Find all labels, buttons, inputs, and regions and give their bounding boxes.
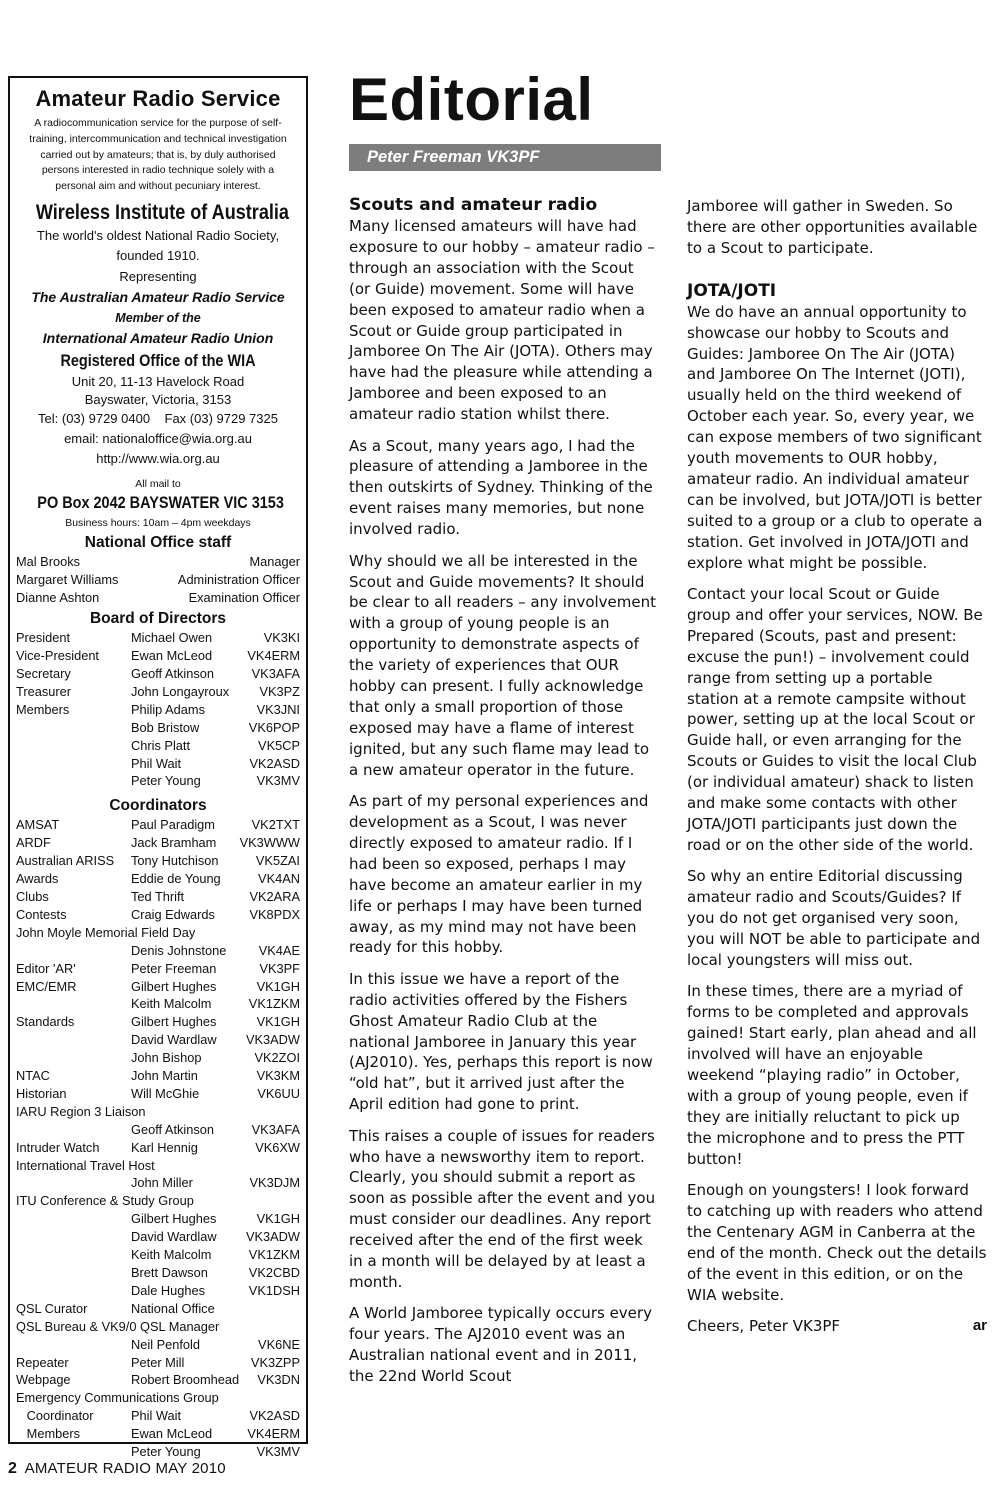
roster-row [16,1013,300,1031]
signoff-row [687,1316,987,1337]
article-column-1 [349,194,659,1398]
roster-name: Gilbert Hughes [131,1211,217,1227]
roster-callsign: VK4AE [258,942,300,958]
staff-row [16,589,300,607]
roster-name: Ewan McLeod [131,648,213,664]
roster-role [16,1121,131,1139]
roster-name: Peter Freeman [131,960,217,976]
roster-role: Members [16,701,70,717]
roster-callsign: VK2ASD [249,755,300,771]
roster-name: Karl Hennig [131,1139,198,1155]
roster-callsign: VK2ASD [249,1408,300,1424]
roster-name: Chris Platt [131,737,191,753]
roster-name: Peter Young [131,773,201,789]
roster-row [16,1228,300,1246]
roster-row [16,995,300,1013]
roster-callsign: VK3KI [263,630,300,646]
email: email: nationaloffice@wia.org.au [64,431,252,447]
roster-role [16,1174,131,1192]
roster-callsign: VK1GH [256,1014,300,1030]
roster-callsign: VK1GH [256,1211,300,1227]
roster-row [16,1282,300,1300]
roster-role: NTAC [16,1068,50,1084]
roster-callsign: VK4ERM [247,1426,300,1442]
staff-role: Examination Officer [188,590,300,606]
roster-row [16,1139,300,1157]
roster-role: Contests [16,906,67,922]
roster-role [16,1282,131,1300]
roster-role [16,942,131,960]
roster-name: Robert Broomhead [131,1372,240,1388]
roster-callsign: VK5ZAI [255,853,300,869]
roster-callsign: VK3AFA [251,1121,300,1137]
roster-name: Jack Bramham [131,835,217,851]
roster-role: Australian ARISS [16,853,115,869]
roster-role [16,755,131,773]
roster-name: Craig Edwards [131,906,215,922]
roster-row [16,772,300,790]
roster-row [16,942,300,960]
roster-row [16,960,300,978]
roster-callsign: VK4AN [258,871,300,887]
roster-name: Gilbert Hughes [131,978,217,994]
board-heading: Board of Directors [89,610,227,628]
roster-row [16,1174,300,1192]
roster-callsign: VK3DN [257,1372,300,1388]
roster-name: Paul Paradigm [131,817,215,833]
staff-name: Mal Brooks [16,554,81,570]
staff-row [16,553,300,571]
roster-row [16,1121,300,1139]
roster-role: Webpage [16,1372,71,1388]
service-description: A radiocommunication service for the purpose of self-training, intercommunication and technical investigation carried out by amateurs; that is, by duly authorised persons interested in radio technique solely with a personal aim and without pecuniary interest. [29,117,287,193]
roster-name: Dale Hughes [131,1282,205,1298]
roster-row [16,978,300,996]
roster-row [16,719,300,737]
roster-callsign: VK2CBD [248,1265,300,1281]
roster-row [16,1031,300,1049]
roster-row [16,1407,300,1425]
roster-row [16,1264,300,1282]
paragraph: This raises a couple of issues for readers who have a newsworthy item to report. Clearly, you should submit a report as soon as possible after the event and you must consider our deadlines. Any report received after the end of the first week in a month will be delayed by at least a month. [349,1126,656,1291]
roster-callsign: VK8PDX [249,906,300,922]
roster-row [16,1300,300,1318]
paragraph: Why should we all be interested in the Scout and Guide movements? It should be clear to all readers – any involvement with a group of young people is an opportunity to demonstrate aspects of the variety of experiences that OUR hobby can present. I fully acknowledge that only a small proportion of those exposed may have a flame of interest ignited, but any such flame may lead to a new amateur operator in the future. [349,551,657,779]
roster-callsign: VK1GH [256,978,300,994]
roster-row [16,629,300,647]
column-2-paragraphs [687,302,987,1306]
roster-callsign: VK6XW [255,1139,300,1155]
roster-name: Will McGhie [131,1085,200,1101]
roster-name: Phil Wait [131,755,182,771]
roster-role: QSL Curator [16,1300,88,1316]
roster-name: David Wardlaw [131,1229,217,1245]
roster-name: John Longayroux [131,683,230,699]
article-column-2 [687,196,987,1337]
paragraph: Many licensed amateurs will have had exposure to our hobby – amateur radio – through an association with the Scout (or Guide) movement. Some will have been exposed to amateur radio when a Scout or Guide group participated in Jamboree On The Air (JOTA). Others may have had the pleasure while attending a Jamboree and been exposed to an amateur radio station whilst there. [349,217,655,424]
roster-callsign: VK2TXT [251,817,300,833]
roster-row [16,1443,300,1461]
paragraph: Enough on youngsters! I look forward to catching up with readers who attend the Centenary AGM in Canberra at the end of the month. Check out the details of the event in this edition, or on the WIA website. [687,1180,987,1304]
roster-callsign: VK3DJM [249,1175,300,1191]
roster-callsign: VK2ZOI [254,1050,300,1066]
author-byline: Peter Freeman VK3PF [349,144,661,171]
roster-row [16,834,300,852]
roster-name: Eddie de Young [131,871,221,887]
roster-name: Keith Malcolm [131,1247,212,1263]
roster-name: Gilbert Hughes [131,1014,217,1030]
roster-name: John Bishop [131,1050,202,1066]
roster-role: President [16,630,71,646]
roster-name: Philip Adams [131,701,205,717]
service-name: The Australian Amateur Radio Service [31,289,285,306]
publication-name: AMATEUR RADIO MAY 2010 [24,1460,226,1477]
roster-role [16,995,131,1013]
wia-desc-2: founded 1910. [116,248,200,264]
paragraph: In this issue we have a report of the radio activities offered by the Fishers Ghost Amateur Radio Club at the national Jamboree in January this year (AJ2010). Yes, perhaps this report is now “old hat”, but it arrived just after the April edition had gone to print. [349,969,653,1114]
roster-line: ITU Conference & Study Group [16,1193,194,1209]
paragraph: So why an entire Editorial discussing amateur radio and Scouts/Guides? If you do not get organised very soon, you will NOT be able to participate and local youngsters will miss out. [687,867,981,969]
roster-role: Awards [16,871,59,887]
paragraph: As a Scout, many years ago, I had the pleasure of attending a Jamboree in the then outskirts of Sydney. Thinking of the event raises many memories, but none involved radio. [349,436,653,539]
roster-row [16,737,300,755]
roster-role [16,772,131,790]
column-1-paragraphs [349,216,659,1387]
representing: Representing [119,268,197,284]
roster-row [16,852,300,870]
end-mark: ar [972,1316,987,1334]
staff-list [16,553,300,607]
web-address: http://www.wia.org.au [96,451,220,467]
po-box: PO Box 2042 BAYSWATER VIC 3153 [37,493,284,513]
roster-name: Denis Johnstone [131,942,227,958]
roster-row [16,1067,300,1085]
roster-row [16,1425,300,1443]
roster-callsign: VK5CP [258,737,300,753]
roster-role: Historian [16,1085,67,1101]
roster-role [16,1264,131,1282]
roster-name: Geoff Atkinson [131,1121,214,1137]
paragraph: We do have an annual opportunity to showcase our hobby to Scouts and Guides: Jamboree On The Air (JOTA) and Jamboree On The Internet (JOTI), usually held on the third weekend of October each year. So, every year, we can expose members of two significant youth movements to OUR hobby, amateur radio. An individual amateur can be involved, but JOTA/JOTI is better suited to a group or a club to operate a station. Get involved in JOTA/JOTI and explore what might be possible. [687,302,983,572]
roster-callsign: VK3KM [256,1068,300,1084]
coordinators-list [16,816,300,1461]
roster-role: Treasurer [16,683,71,699]
roster-row [16,1371,300,1389]
roster-name: Bob Bristow [131,719,200,735]
roster-callsign: VK1ZKM [248,1247,300,1263]
address-line-1: Unit 20, 11-13 Havelock Road [71,374,245,390]
roster-name: Brett Dawson [131,1265,208,1281]
roster-callsign: VK3AFA [251,666,300,682]
roster-callsign: VK3MV [256,773,300,789]
roster-role: Vice-President [16,648,99,664]
roster-name: Keith Malcolm [131,996,212,1012]
roster-line: John Moyle Memorial Field Day [16,924,196,940]
roster-row [16,1354,300,1372]
roster-row [16,1049,300,1067]
registered-office: Registered Office of the WIA [60,351,256,371]
roster-callsign: VK3WWW [239,835,300,851]
paragraph: In these times, there are a myriad of forms to be completed and approvals gained! Start early, plan ahead and all involved will have an enjoyable weekend “playing radio” in October, with a group of young people, even if they are initially reluctant to pick up the microphone and to press the PTT button! [687,982,977,1168]
page-footer [8,1460,226,1478]
wia-desc-1: The world's oldest National Radio Society, [36,227,280,243]
staff-role: Manager [249,554,300,570]
roster-callsign: VK1ZKM [248,996,300,1012]
roster-name: Peter Young [131,1444,201,1460]
roster-name: Geoff Atkinson [131,666,214,682]
paragraph: Contact your local Scout or Guide group and offer your services, NOW. Be Prepared (Scouts, past and present: excuse the pun!) – involvement could range from setting up a portable station at a remote campsite without power, setting up at the local Scout or Guide hall, or even arranging for the Scouts or Guides to visit the local Club (or individual amateur) shack to listen and make some contacts with other JOTA/JOTI participants just down the road or on the other side of the world. [687,585,983,854]
roster-line: International Travel Host [16,1157,155,1173]
roster-role [16,1443,131,1461]
wia-info-box [8,76,308,1460]
roster-row [16,755,300,773]
roster-role [16,1049,131,1067]
editorial-title: Editorial [349,66,594,133]
roster-role [16,1246,131,1264]
roster-row [16,1085,300,1103]
roster-role: EMC/EMR [16,978,77,994]
roster-callsign: VK3JNI [256,701,300,717]
roster-callsign: VK3PF [259,960,300,976]
roster-callsign: VK4ERM [247,648,300,664]
service-title: Amateur Radio Service [35,86,281,111]
roster-name: Ted Thrift [131,888,185,904]
roster-role: ARDF [16,835,51,851]
roster-name: Peter Mill [131,1354,185,1370]
roster-callsign: VK3ZPP [250,1354,300,1370]
roster-role: Intruder Watch [16,1139,100,1155]
section-heading-scouts: Scouts and amateur radio [349,195,598,215]
roster-role [16,1228,131,1246]
staff-name: Margaret Williams [16,572,119,588]
roster-name: David Wardlaw [131,1032,217,1048]
roster-line: QSL Bureau & VK9/0 QSL Manager [16,1318,220,1334]
roster-row [16,1336,300,1354]
roster-role [16,1210,131,1228]
roster-role: Coordinator [16,1408,94,1424]
roster-callsign: VK3PZ [259,683,300,699]
roster-name: John Miller [131,1175,193,1191]
business-hours: Business hours: 10am – 4pm weekdays [65,517,251,530]
roster-row [16,701,300,719]
board-list [16,629,300,790]
roster-row [16,816,300,834]
roster-role: Clubs [16,888,49,904]
coordinators-heading: Coordinators [109,797,207,815]
paragraph: As part of my personal experiences and development as a Scout, I was never directly exposed to amateur radio. If I had been so exposed, perhaps I may have become an amateur earlier in my life or perhaps I may have been turned away, as my mind may not have been ready for this hobby. [349,792,649,957]
roster-role: Standards [16,1014,75,1030]
roster-role: Secretary [16,666,71,682]
roster-callsign: VK6POP [248,719,300,735]
roster-callsign: VK3ADW [245,1229,300,1245]
roster-role: Repeater [16,1354,69,1370]
roster-line: IARU Region 3 Liaison [16,1103,146,1119]
iaru-name: International Amateur Radio Union [42,330,274,347]
roster-name: Tony Hutchison [131,853,219,869]
roster-row [16,647,300,665]
roster-name: Neil Penfold [131,1336,201,1352]
staff-role: Administration Officer [177,572,300,588]
roster-name: John Martin [131,1068,198,1084]
roster-row [16,665,300,683]
roster-line: Emergency Communications Group [16,1390,219,1406]
address-line-2: Bayswater, Victoria, 3153 [84,392,232,408]
all-mail-label: All mail to [135,478,181,491]
staff-heading: National Office staff [84,534,232,552]
roster-role [16,1336,131,1354]
roster-role: AMSAT [16,817,60,833]
roster-row [16,1246,300,1264]
tel-fax: Tel: (03) 9729 0400 Fax (03) 9729 7325 [38,411,278,427]
roster-row [16,906,300,924]
roster-name: Phil Wait [131,1408,182,1424]
page-number: 2 [8,1460,18,1477]
roster-row [16,870,300,888]
roster-callsign: VK3ADW [245,1032,300,1048]
section-heading-jota: JOTA/JOTI [687,280,777,301]
roster-role [16,719,131,737]
roster-callsign: VK6NE [258,1336,300,1352]
member-of: Member of the [115,311,201,326]
roster-role: Editor 'AR' [16,960,76,976]
roster-role [16,737,131,755]
roster-name: Michael Owen [131,630,213,646]
roster-row [16,1210,300,1228]
roster-role [16,1031,131,1049]
roster-callsign: VK2ARA [249,888,300,904]
roster-callsign: VK1DSH [248,1282,300,1298]
roster-row [16,888,300,906]
roster-role: Members [16,1426,80,1442]
wia-name: Wireless Institute of Australia [35,200,289,224]
signoff: Cheers, Peter VK3PF [687,1316,841,1335]
staff-name: Dianne Ashton [16,590,100,606]
column-2-intro: Jamboree will gather in Sweden. So there are other opportunities available to a Scout to participate. [687,197,978,257]
roster-row [16,683,300,701]
staff-row [16,571,300,589]
roster-callsign: VK6UU [257,1085,300,1101]
paragraph: A World Jamboree typically occurs every four years. The AJ2010 event was an Australian national event and in 2011, the 22nd World Scout [349,1304,652,1386]
roster-name: National Office [131,1300,215,1316]
roster-name: Ewan McLeod [131,1426,213,1442]
roster-callsign: VK3MV [256,1444,300,1460]
